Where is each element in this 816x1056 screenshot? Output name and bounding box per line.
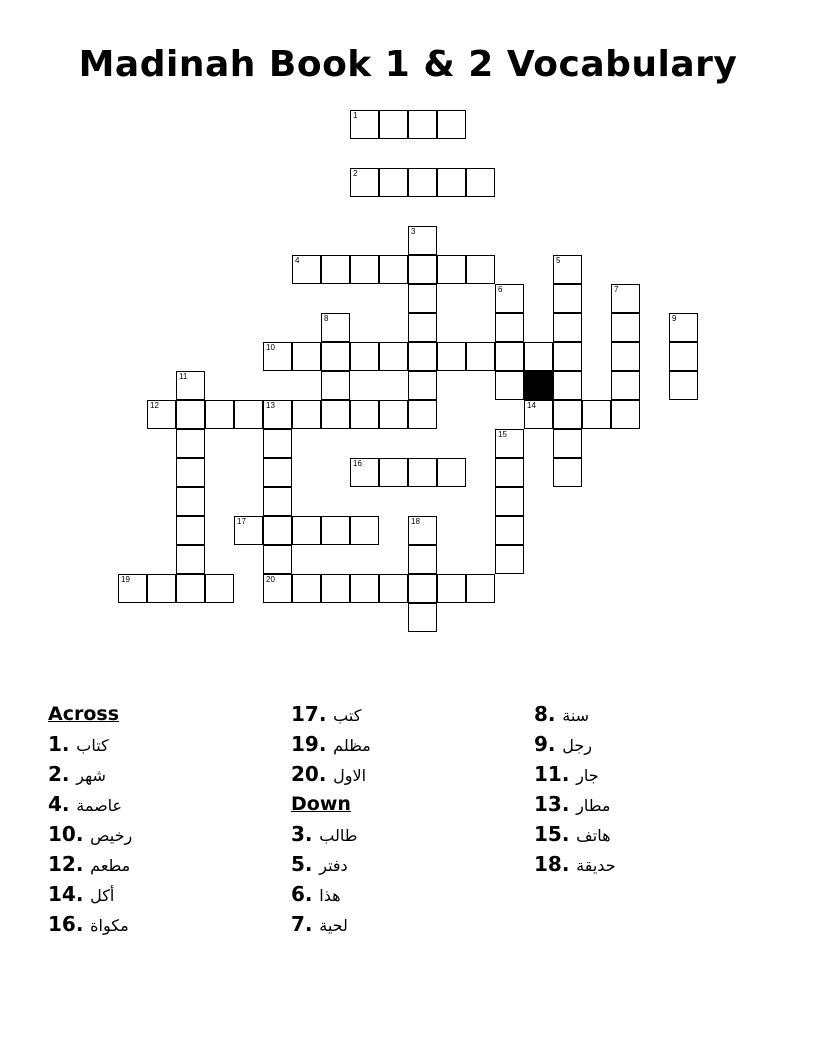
grid-cell[interactable] — [379, 458, 408, 487]
grid-cell[interactable] — [350, 574, 379, 603]
clue-number-label: 2 — [353, 169, 358, 178]
section-heading-text: Across — [48, 703, 120, 725]
clue-number-label: 17 — [237, 517, 246, 526]
grid-cell[interactable] — [408, 313, 437, 342]
clue-number-label: 12 — [150, 401, 159, 410]
grid-cell[interactable] — [263, 516, 292, 545]
clue-number: 19. — [291, 732, 327, 756]
grid-cell[interactable] — [553, 400, 582, 429]
grid-cell[interactable] — [176, 371, 205, 400]
grid-cell[interactable] — [350, 516, 379, 545]
clue-text: مطعم — [90, 856, 131, 875]
grid-cell[interactable] — [263, 574, 292, 603]
clue-number-label: 3 — [411, 227, 416, 236]
clue-number: 18. — [534, 852, 570, 876]
grid-cell[interactable] — [524, 342, 553, 371]
clue-number-label: 20 — [266, 575, 275, 584]
grid-cell[interactable] — [321, 574, 350, 603]
grid-cell[interactable] — [292, 516, 321, 545]
clue-number: 8. — [534, 702, 556, 726]
clue-column-3 — [534, 701, 616, 881]
clue-item — [48, 911, 132, 941]
clue-item — [534, 791, 616, 821]
grid-cell[interactable] — [495, 516, 524, 545]
grid-cell[interactable] — [379, 110, 408, 139]
clue-text: جار — [576, 766, 599, 785]
grid-cell[interactable] — [263, 400, 292, 429]
clue-item — [534, 701, 616, 731]
grid-cell[interactable] — [263, 545, 292, 574]
clue-text: كتاب — [76, 736, 109, 755]
grid-cell[interactable] — [408, 110, 437, 139]
grid-cell[interactable] — [350, 342, 379, 371]
grid-cell[interactable] — [466, 342, 495, 371]
grid-cell[interactable] — [379, 342, 408, 371]
grid-cell[interactable] — [408, 545, 437, 574]
clue-text: الاول — [333, 766, 367, 785]
grid-cell[interactable] — [553, 371, 582, 400]
grid-cell[interactable] — [176, 574, 205, 603]
grid-cell[interactable] — [466, 255, 495, 284]
clue-number: 13. — [534, 792, 570, 816]
clue-number: 1. — [48, 732, 70, 756]
grid-cell[interactable] — [408, 458, 437, 487]
clue-text: سنة — [562, 706, 590, 725]
grid-cell[interactable] — [263, 342, 292, 371]
clue-text: كتب — [333, 706, 362, 725]
grid-cell[interactable] — [553, 255, 582, 284]
grid-cell[interactable] — [321, 342, 350, 371]
clue-text: شهر — [76, 766, 106, 785]
grid-cell[interactable] — [147, 574, 176, 603]
clue-number-label: 15 — [498, 430, 507, 439]
clue-item — [48, 761, 132, 791]
clue-item — [291, 731, 371, 761]
grid-cell[interactable] — [350, 400, 379, 429]
grid-cell[interactable] — [582, 400, 611, 429]
grid-cell[interactable] — [408, 574, 437, 603]
grid-cell[interactable] — [321, 255, 350, 284]
clue-number-label: 18 — [411, 517, 420, 526]
grid-cell[interactable] — [669, 342, 698, 371]
grid-cell[interactable] — [321, 313, 350, 342]
grid-cell[interactable] — [495, 371, 524, 400]
grid-cell[interactable] — [292, 400, 321, 429]
clue-number: 2. — [48, 762, 70, 786]
grid-cell[interactable] — [176, 429, 205, 458]
clue-number-label: 19 — [121, 575, 130, 584]
grid-cell[interactable] — [263, 429, 292, 458]
clue-text: لحية — [319, 916, 348, 935]
clue-number-label: 13 — [266, 401, 275, 410]
section-heading-text: Down — [291, 793, 351, 815]
clue-number-label: 14 — [527, 401, 536, 410]
clue-text: هاتف — [576, 826, 611, 845]
grid-cell[interactable] — [205, 400, 234, 429]
grid-cell[interactable] — [379, 400, 408, 429]
clue-number-label: 11 — [179, 372, 188, 381]
grid-cell[interactable] — [466, 574, 495, 603]
grid-cell[interactable] — [611, 400, 640, 429]
grid-cell[interactable] — [437, 574, 466, 603]
grid-cell[interactable] — [350, 458, 379, 487]
grid-cell[interactable] — [234, 516, 263, 545]
clue-item — [291, 701, 371, 731]
clue-number-label: 10 — [266, 343, 275, 352]
grid-cell[interactable] — [408, 400, 437, 429]
clue-text: طالب — [319, 826, 358, 845]
grid-cell[interactable] — [350, 168, 379, 197]
clue-number: 17. — [291, 702, 327, 726]
grid-cell[interactable] — [176, 487, 205, 516]
grid-cell[interactable] — [321, 516, 350, 545]
grid-cell[interactable] — [495, 313, 524, 342]
grid-cell[interactable] — [234, 400, 263, 429]
grid-cell[interactable] — [350, 255, 379, 284]
grid-cell[interactable] — [524, 400, 553, 429]
grid-cell[interactable] — [176, 458, 205, 487]
grid-cell[interactable] — [118, 574, 147, 603]
clue-number-label: 9 — [672, 314, 677, 323]
grid-cell[interactable] — [408, 516, 437, 545]
clue-text: هذا — [319, 886, 341, 905]
clue-item — [534, 851, 616, 881]
clue-number-label: 8 — [324, 314, 329, 323]
grid-cell[interactable] — [669, 313, 698, 342]
grid-cell[interactable] — [321, 400, 350, 429]
grid-cell[interactable] — [553, 458, 582, 487]
clue-item — [48, 821, 132, 851]
clue-number: 6. — [291, 882, 313, 906]
grid-cell[interactable] — [292, 255, 321, 284]
clue-number: 15. — [534, 822, 570, 846]
grid-cell[interactable] — [263, 487, 292, 516]
clue-text: مكواة — [90, 916, 129, 935]
clue-column-1 — [48, 701, 132, 941]
grid-cell[interactable] — [292, 574, 321, 603]
clue-number: 9. — [534, 732, 556, 756]
clue-text: مطار — [576, 796, 611, 815]
grid-cell[interactable] — [408, 284, 437, 313]
grid-cell[interactable] — [408, 603, 437, 632]
clue-item — [48, 731, 132, 761]
page-title: Madinah Book 1 & 2 Vocabulary — [78, 44, 738, 85]
grid-cell[interactable] — [611, 342, 640, 371]
grid-cell[interactable] — [553, 342, 582, 371]
grid-cell[interactable] — [437, 255, 466, 284]
clue-item — [291, 761, 371, 791]
clue-item — [48, 791, 132, 821]
grid-cell[interactable] — [437, 168, 466, 197]
grid-cell[interactable] — [611, 313, 640, 342]
clue-item — [534, 761, 616, 791]
grid-cell[interactable] — [408, 342, 437, 371]
clue-number-label: 1 — [353, 111, 358, 120]
grid-block-cell — [524, 371, 553, 400]
grid-cell[interactable] — [553, 429, 582, 458]
clue-text: رجل — [562, 736, 592, 755]
grid-cell[interactable] — [263, 458, 292, 487]
clue-number: 5. — [291, 852, 313, 876]
grid-cell[interactable] — [495, 284, 524, 313]
grid-cell[interactable] — [611, 284, 640, 313]
grid-cell[interactable] — [437, 110, 466, 139]
grid-cell[interactable] — [611, 371, 640, 400]
grid-cell[interactable] — [408, 255, 437, 284]
grid-cell[interactable] — [379, 255, 408, 284]
clue-number-label: 7 — [614, 285, 619, 294]
clue-number: 4. — [48, 792, 70, 816]
clue-text: مظلم — [333, 736, 371, 755]
clue-number: 11. — [534, 762, 570, 786]
clue-item — [48, 851, 132, 881]
clue-number: 20. — [291, 762, 327, 786]
clue-item — [291, 821, 371, 851]
grid-cell[interactable] — [437, 458, 466, 487]
clue-item — [534, 731, 616, 761]
grid-cell[interactable] — [437, 342, 466, 371]
clue-number: 10. — [48, 822, 84, 846]
grid-cell[interactable] — [466, 168, 495, 197]
clue-column-2 — [291, 701, 371, 941]
grid-cell[interactable] — [292, 342, 321, 371]
grid-cell[interactable] — [176, 400, 205, 429]
grid-cell[interactable] — [379, 574, 408, 603]
grid-cell[interactable] — [408, 371, 437, 400]
clue-number-label: 5 — [556, 256, 561, 265]
clue-number-label: 16 — [353, 459, 362, 468]
grid-cell[interactable] — [553, 284, 582, 313]
grid-cell[interactable] — [408, 226, 437, 255]
clue-section-heading — [48, 701, 132, 731]
clue-item — [291, 911, 371, 941]
clue-number-label: 4 — [295, 256, 300, 265]
grid-cell[interactable] — [379, 168, 408, 197]
clue-item — [291, 881, 371, 911]
grid-cell[interactable] — [495, 487, 524, 516]
clue-text: دفتر — [319, 856, 348, 875]
clue-item — [534, 821, 616, 851]
grid-cell[interactable] — [147, 400, 176, 429]
clue-number-label: 6 — [498, 285, 503, 294]
clue-text: حديقة — [576, 856, 616, 875]
grid-cell[interactable] — [495, 429, 524, 458]
clue-text: عاصمة — [76, 796, 123, 815]
grid-cell[interactable] — [553, 313, 582, 342]
grid-cell[interactable] — [176, 516, 205, 545]
clue-number: 12. — [48, 852, 84, 876]
grid-cell[interactable] — [495, 458, 524, 487]
clue-number: 3. — [291, 822, 313, 846]
grid-cell[interactable] — [176, 545, 205, 574]
clue-number: 14. — [48, 882, 84, 906]
clue-number: 16. — [48, 912, 84, 936]
grid-cell[interactable] — [669, 371, 698, 400]
clue-text: رخيص — [90, 826, 133, 845]
clue-item — [291, 851, 371, 881]
grid-cell[interactable] — [495, 545, 524, 574]
grid-cell[interactable] — [495, 342, 524, 371]
clue-text: أكل — [90, 886, 115, 905]
grid-cell[interactable] — [321, 371, 350, 400]
clue-number: 7. — [291, 912, 313, 936]
grid-cell[interactable] — [408, 168, 437, 197]
clue-item — [48, 881, 132, 911]
grid-cell[interactable] — [205, 574, 234, 603]
clue-section-heading — [291, 791, 371, 821]
grid-cell[interactable] — [350, 110, 379, 139]
